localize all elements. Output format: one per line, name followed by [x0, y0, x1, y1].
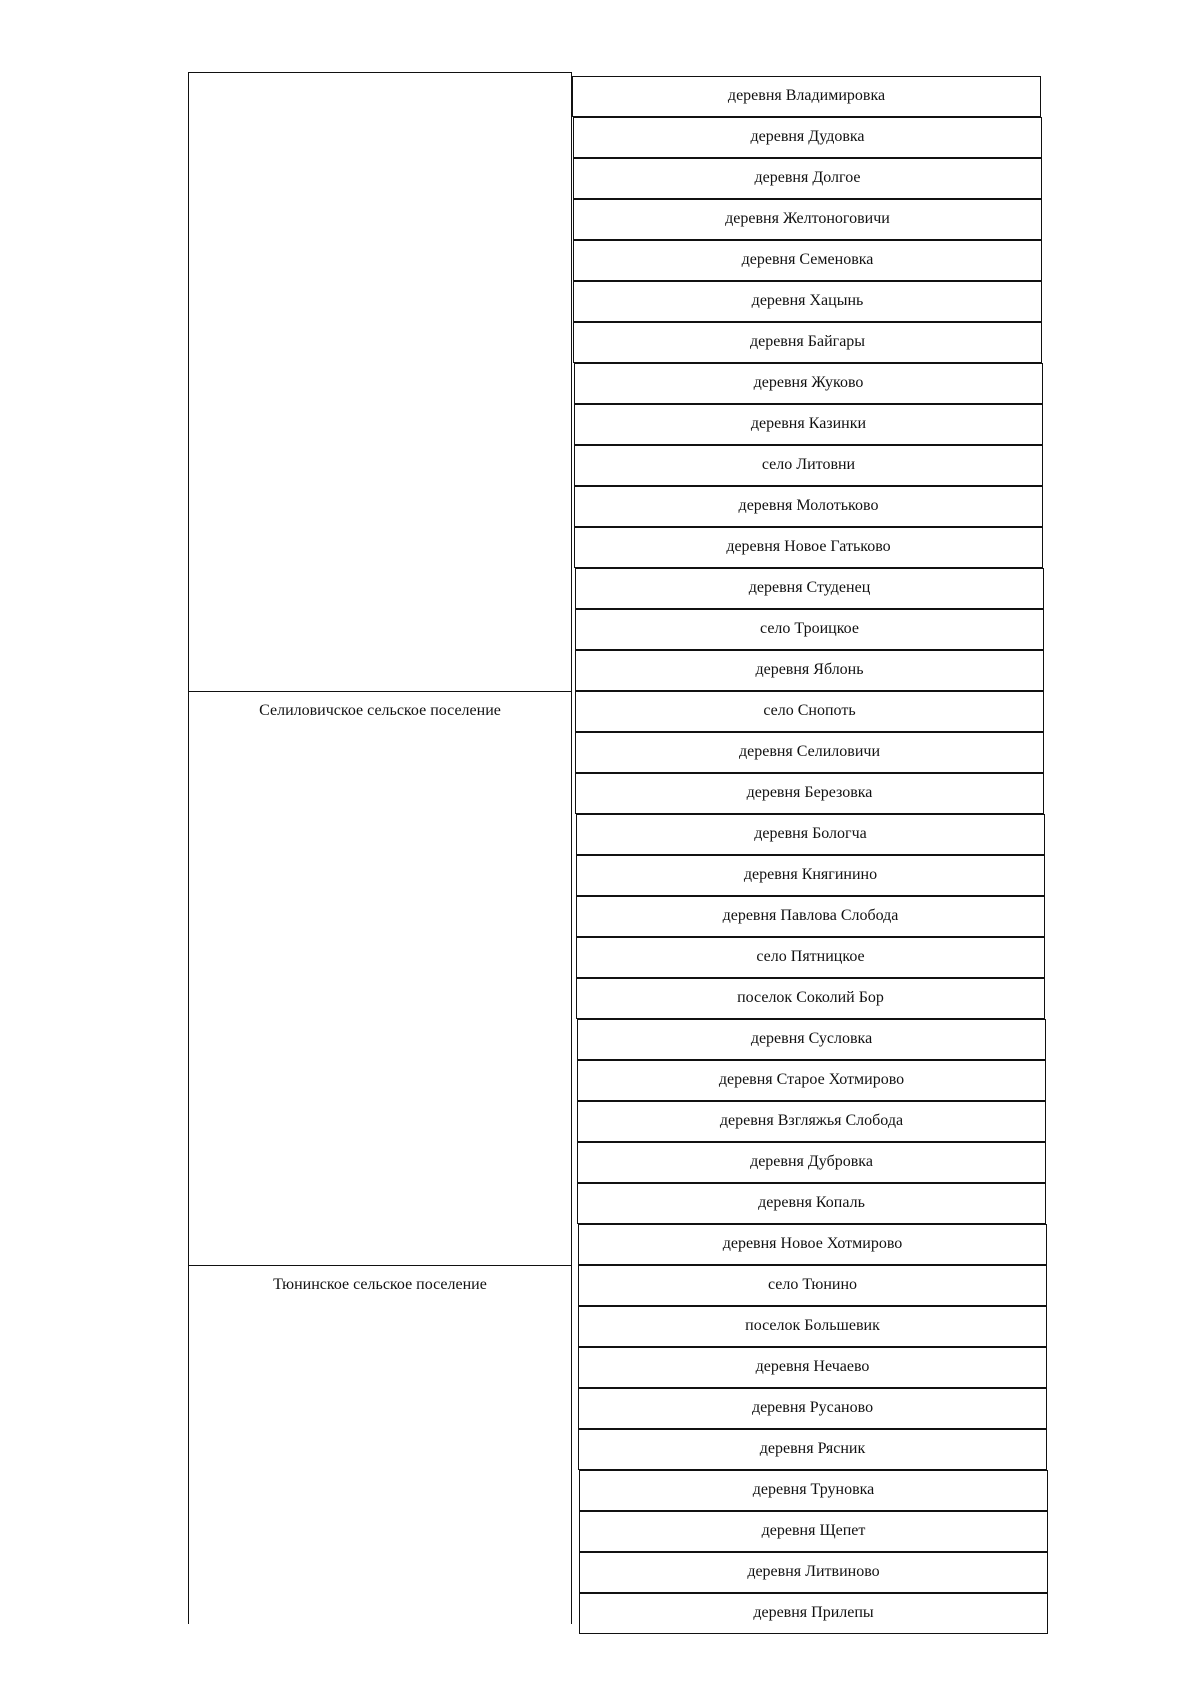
settlement-cell: село Снопоть [575, 691, 1044, 732]
district-column-frame [188, 72, 572, 1624]
group-separator [188, 691, 572, 692]
settlement-cell: поселок Большевик [578, 1306, 1047, 1347]
settlement-cell: деревня Студенец [575, 568, 1044, 609]
settlement-cell: деревня Долгое [573, 158, 1042, 199]
settlement-cell: деревня Новое Гатьково [574, 527, 1043, 568]
settlement-cell: деревня Копаль [577, 1183, 1046, 1224]
settlement-cell: село Троицкое [575, 609, 1044, 650]
settlement-cell: деревня Сусловка [577, 1019, 1046, 1060]
settlement-cell: деревня Березовка [575, 773, 1044, 814]
settlement-cell: деревня Литвиново [579, 1552, 1048, 1593]
settlement-cell: поселок Соколий Бор [576, 978, 1045, 1019]
settlement-cell: деревня Прилепы [579, 1593, 1048, 1634]
municipality-name: Тюнинское сельское поселение [273, 1276, 487, 1293]
settlement-cell: деревня Труновка [579, 1470, 1048, 1511]
settlement-cell: деревня Дудовка [573, 117, 1042, 158]
settlement-cell: деревня Яблонь [575, 650, 1044, 691]
settlement-cell: село Литовни [574, 445, 1043, 486]
settlement-cell: деревня Нечаево [578, 1347, 1047, 1388]
settlement-cell: деревня Владимировка [572, 76, 1041, 117]
settlement-cell: деревня Дубровка [577, 1142, 1046, 1183]
settlement-cell: деревня Щепет [579, 1511, 1048, 1552]
settlement-cell: деревня Семеновка [573, 240, 1042, 281]
settlement-cell: деревня Селиловичи [575, 732, 1044, 773]
settlement-cell: деревня Жуково [574, 363, 1043, 404]
settlement-cell: деревня Княгинино [576, 855, 1045, 896]
settlement-cell: деревня Казинки [574, 404, 1043, 445]
settlement-cell: деревня Старое Хотмирово [577, 1060, 1046, 1101]
settlement-cell: село Тюнино [578, 1265, 1047, 1306]
settlement-cell: деревня Павлова Слобода [576, 896, 1045, 937]
group-separator [188, 1265, 572, 1266]
settlement-cell: деревня Новое Хотмирово [578, 1224, 1047, 1265]
settlement-cell: деревня Русаново [578, 1388, 1047, 1429]
settlement-cell: деревня Байгары [573, 322, 1042, 363]
municipality-name: Селиловичское сельское поселение [259, 702, 501, 719]
settlement-cell: деревня Желтоноговичи [573, 199, 1042, 240]
settlement-cell: деревня Бологча [576, 814, 1045, 855]
settlement-cell: деревня Молотьково [574, 486, 1043, 527]
settlement-cell: деревня Хацынь [573, 281, 1042, 322]
settlement-cell: село Пятницкое [576, 937, 1045, 978]
settlement-cell: деревня Рясник [578, 1429, 1047, 1470]
settlement-cell: деревня Взгляжья Слобода [577, 1101, 1046, 1142]
